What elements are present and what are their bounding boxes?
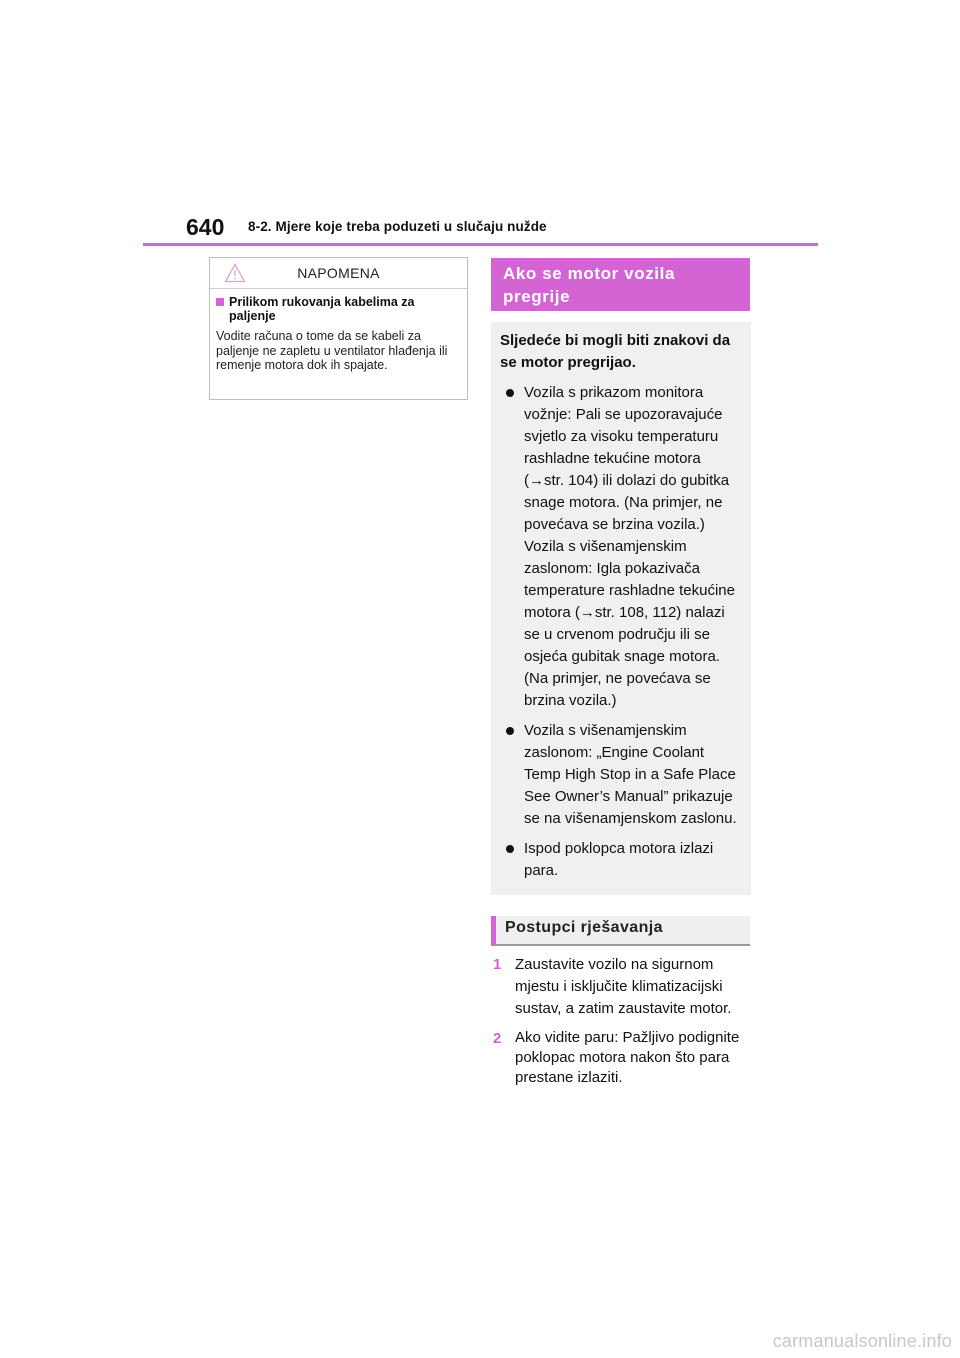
step-text: Ako vidite paru: Pažljivo podignite poklopac motora nakon što para prestane izlaziti.	[515, 1029, 740, 1086]
notice-header	[210, 258, 467, 289]
section-title: 8-2. Mjere koje treba poduzeti u slučaju nužde	[248, 219, 547, 234]
bullet-dot-icon	[506, 389, 514, 397]
step-item	[491, 1028, 753, 1088]
step-item	[491, 954, 753, 1020]
bullet-text: Vozila s višenamjenskim zaslonom: Igla pokazivača temperature rashladne tekućine motora (→str. 108, 112) nalazi se u crvenom području ili se osjeća gubitak snage motora. (Na primjer, ne povećava se brzina vozila.)	[524, 538, 735, 709]
overheat-signs-box	[491, 322, 751, 895]
notice-subheading	[216, 295, 457, 323]
overheat-heading-line2: pregrije	[503, 287, 571, 306]
step-text: Zaustavite vozilo na sigurnom mjestu i isključite klimatizacijski sustav, a zatim zaustavite motor.	[515, 956, 732, 1017]
bullet-dot-icon	[506, 845, 514, 853]
notice-text: Vodite računa o tome da se kabeli za paljenje ne zapletu u ventilator hlađenja ili remenje motora dok ih spajate.	[216, 329, 448, 372]
list-item	[500, 838, 741, 882]
procedure-steps	[491, 954, 753, 1096]
procedure-heading	[491, 916, 750, 946]
page-number: 640	[186, 214, 225, 240]
square-bullet-icon	[216, 298, 224, 306]
list-item	[500, 382, 741, 712]
step-number: 2	[493, 1030, 502, 1047]
header-rule	[143, 243, 818, 246]
bullet-text: Ispod poklopca motora izlazi para.	[524, 840, 714, 879]
bullet-text: Vozila s prikazom monitora vožnje: Pali se upozoravajuće svjetlo za visoku temperaturu rashladne tekućine motora (→str. 104) ili dolazi do gubitka snage motora. (Na primjer, ne povećava se brzina vozila.)	[524, 384, 730, 533]
overheat-heading	[491, 258, 750, 311]
notice-box	[209, 257, 468, 400]
notice-title: NAPOMENA	[297, 265, 380, 281]
bullet-text: Vozila s višenamjenskim zaslonom: „Engine Coolant Temp High Stop in a Safe Place See Owner’s Manual” prikazuje se na višenamjenskom zaslonu.	[524, 722, 737, 827]
overheat-heading-line1: Ako se motor vozila	[503, 264, 675, 283]
warning-triangle-icon	[224, 263, 246, 283]
overheat-intro: Sljedeće bi mogli biti znakovi da se motor pregrijao.	[500, 332, 731, 371]
watermark: carmanualsonline.info	[772, 1331, 952, 1351]
notice-subheading-text: Prilikom rukovanja kabelima za paljenje	[229, 295, 415, 323]
step-number: 1	[493, 956, 502, 973]
list-item	[500, 720, 741, 830]
bullet-dot-icon	[506, 727, 514, 735]
procedure-heading-text: Postupci rješavanja	[505, 919, 663, 936]
